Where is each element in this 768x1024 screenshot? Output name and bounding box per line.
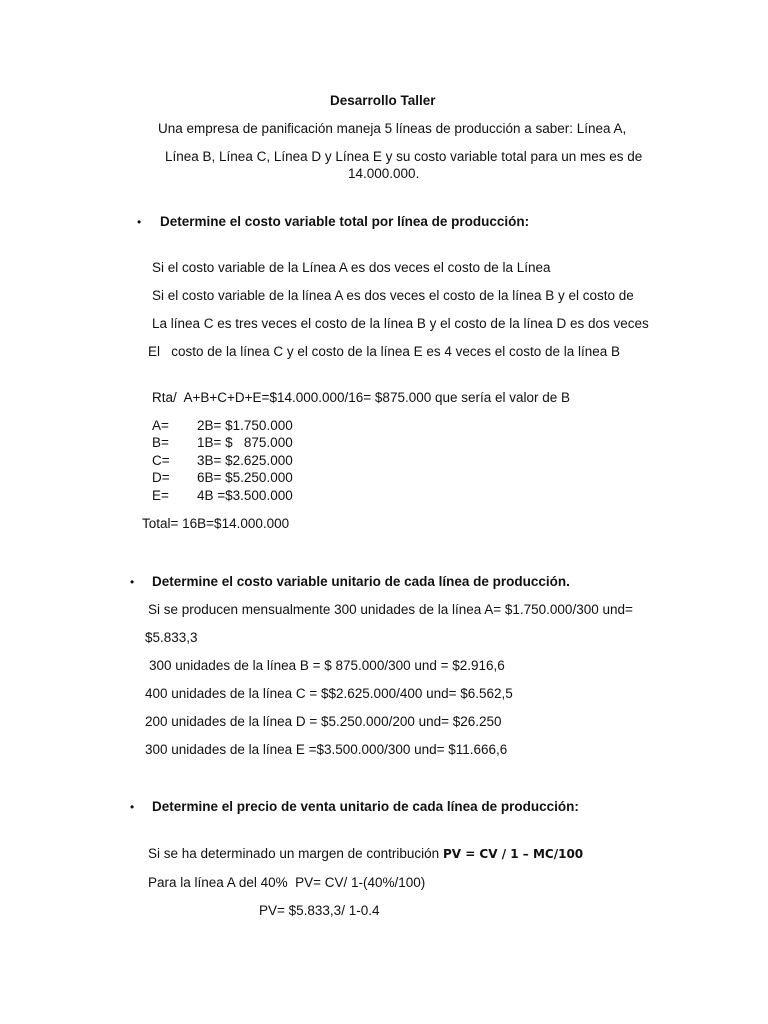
section-2-line-4: 400 unidades de la línea C = $$2.625.000/400 und= $6.562,5: [145, 686, 513, 701]
section-2-line-1: Si se producen mensualmente 300 unidades de la línea A= $1.750.000/300 und=: [148, 602, 633, 617]
row-value-e: 4B =$3.500.000: [197, 488, 293, 503]
section-3-heading: Determine el precio de venta unitario de cada línea de producción:: [152, 799, 579, 814]
section-1-para-1: Si el costo variable de la Línea A es dos veces el costo de la Línea: [152, 260, 551, 275]
section-3-line-2: Para la línea A del 40% PV= CV/ 1-(40%/100): [148, 875, 426, 890]
section-2-line-6: 300 unidades de la línea E =$3.500.000/300 und= $11.666,6: [145, 742, 508, 757]
section-1-total: Total= 16B=$14.000.000: [142, 516, 290, 531]
row-label-d: D=: [152, 470, 170, 485]
section-1-para-2: Si el costo variable de la línea A es dos veces el costo de la línea B y el costo de: [152, 288, 634, 303]
section-1-para-3: La línea C es tres veces el costo de la línea B y el costo de la línea D es dos veces: [152, 316, 649, 331]
section-1-answer: Rta/ A+B+C+D+E=$14.000.000/16= $875.000 que sería el valor de B: [152, 390, 571, 405]
page-title: Desarrollo Taller: [330, 93, 436, 108]
intro-line-3: 14.000.000.: [348, 166, 420, 181]
section-2-line-5: 200 unidades de la línea D = $5.250.000/200 und= $26.250: [145, 714, 502, 729]
section-3-line-1-text: Si se ha determinado un margen de contribución: [148, 846, 443, 861]
row-label-a: A=: [152, 418, 169, 433]
section-1-heading: Determine el costo variable total por línea de producción:: [160, 214, 530, 229]
bullet-3: •: [130, 800, 135, 814]
row-value-c: 3B= $2.625.000: [197, 453, 293, 468]
bullet-1: •: [137, 215, 142, 229]
section-2-line-2: $5.833,3: [145, 630, 198, 645]
section-3-line-3: PV= $5.833,3/ 1-0.4: [259, 903, 380, 918]
bullet-2: •: [130, 575, 135, 589]
section-1-para-4: El costo de la línea C y el costo de la línea E es 4 veces el costo de la línea B: [148, 344, 621, 359]
row-label-c: C=: [152, 453, 170, 468]
row-value-d: 6B= $5.250.000: [197, 470, 293, 485]
contribution-formula: PV = CV / 1 – MC/100: [442, 847, 584, 861]
row-label-b: B=: [152, 435, 169, 450]
row-label-e: E=: [152, 488, 169, 503]
intro-line-2: Línea B, Línea C, Línea D y Línea E y su costo variable total para un mes es de: [165, 149, 643, 164]
row-value-a: 2B= $1.750.000: [197, 418, 293, 433]
section-3-line-1: [148, 845, 583, 863]
section-2-line-3: 300 unidades de la línea B = $ 875.000/300 und = $2.916,6: [149, 658, 505, 673]
section-2-heading: Determine el costo variable unitario de cada línea de producción.: [152, 574, 570, 589]
row-value-b: 1B= $ 875.000: [197, 435, 293, 450]
intro-line-1: Una empresa de panificación maneja 5 líneas de producción a saber: Línea A,: [158, 121, 627, 136]
